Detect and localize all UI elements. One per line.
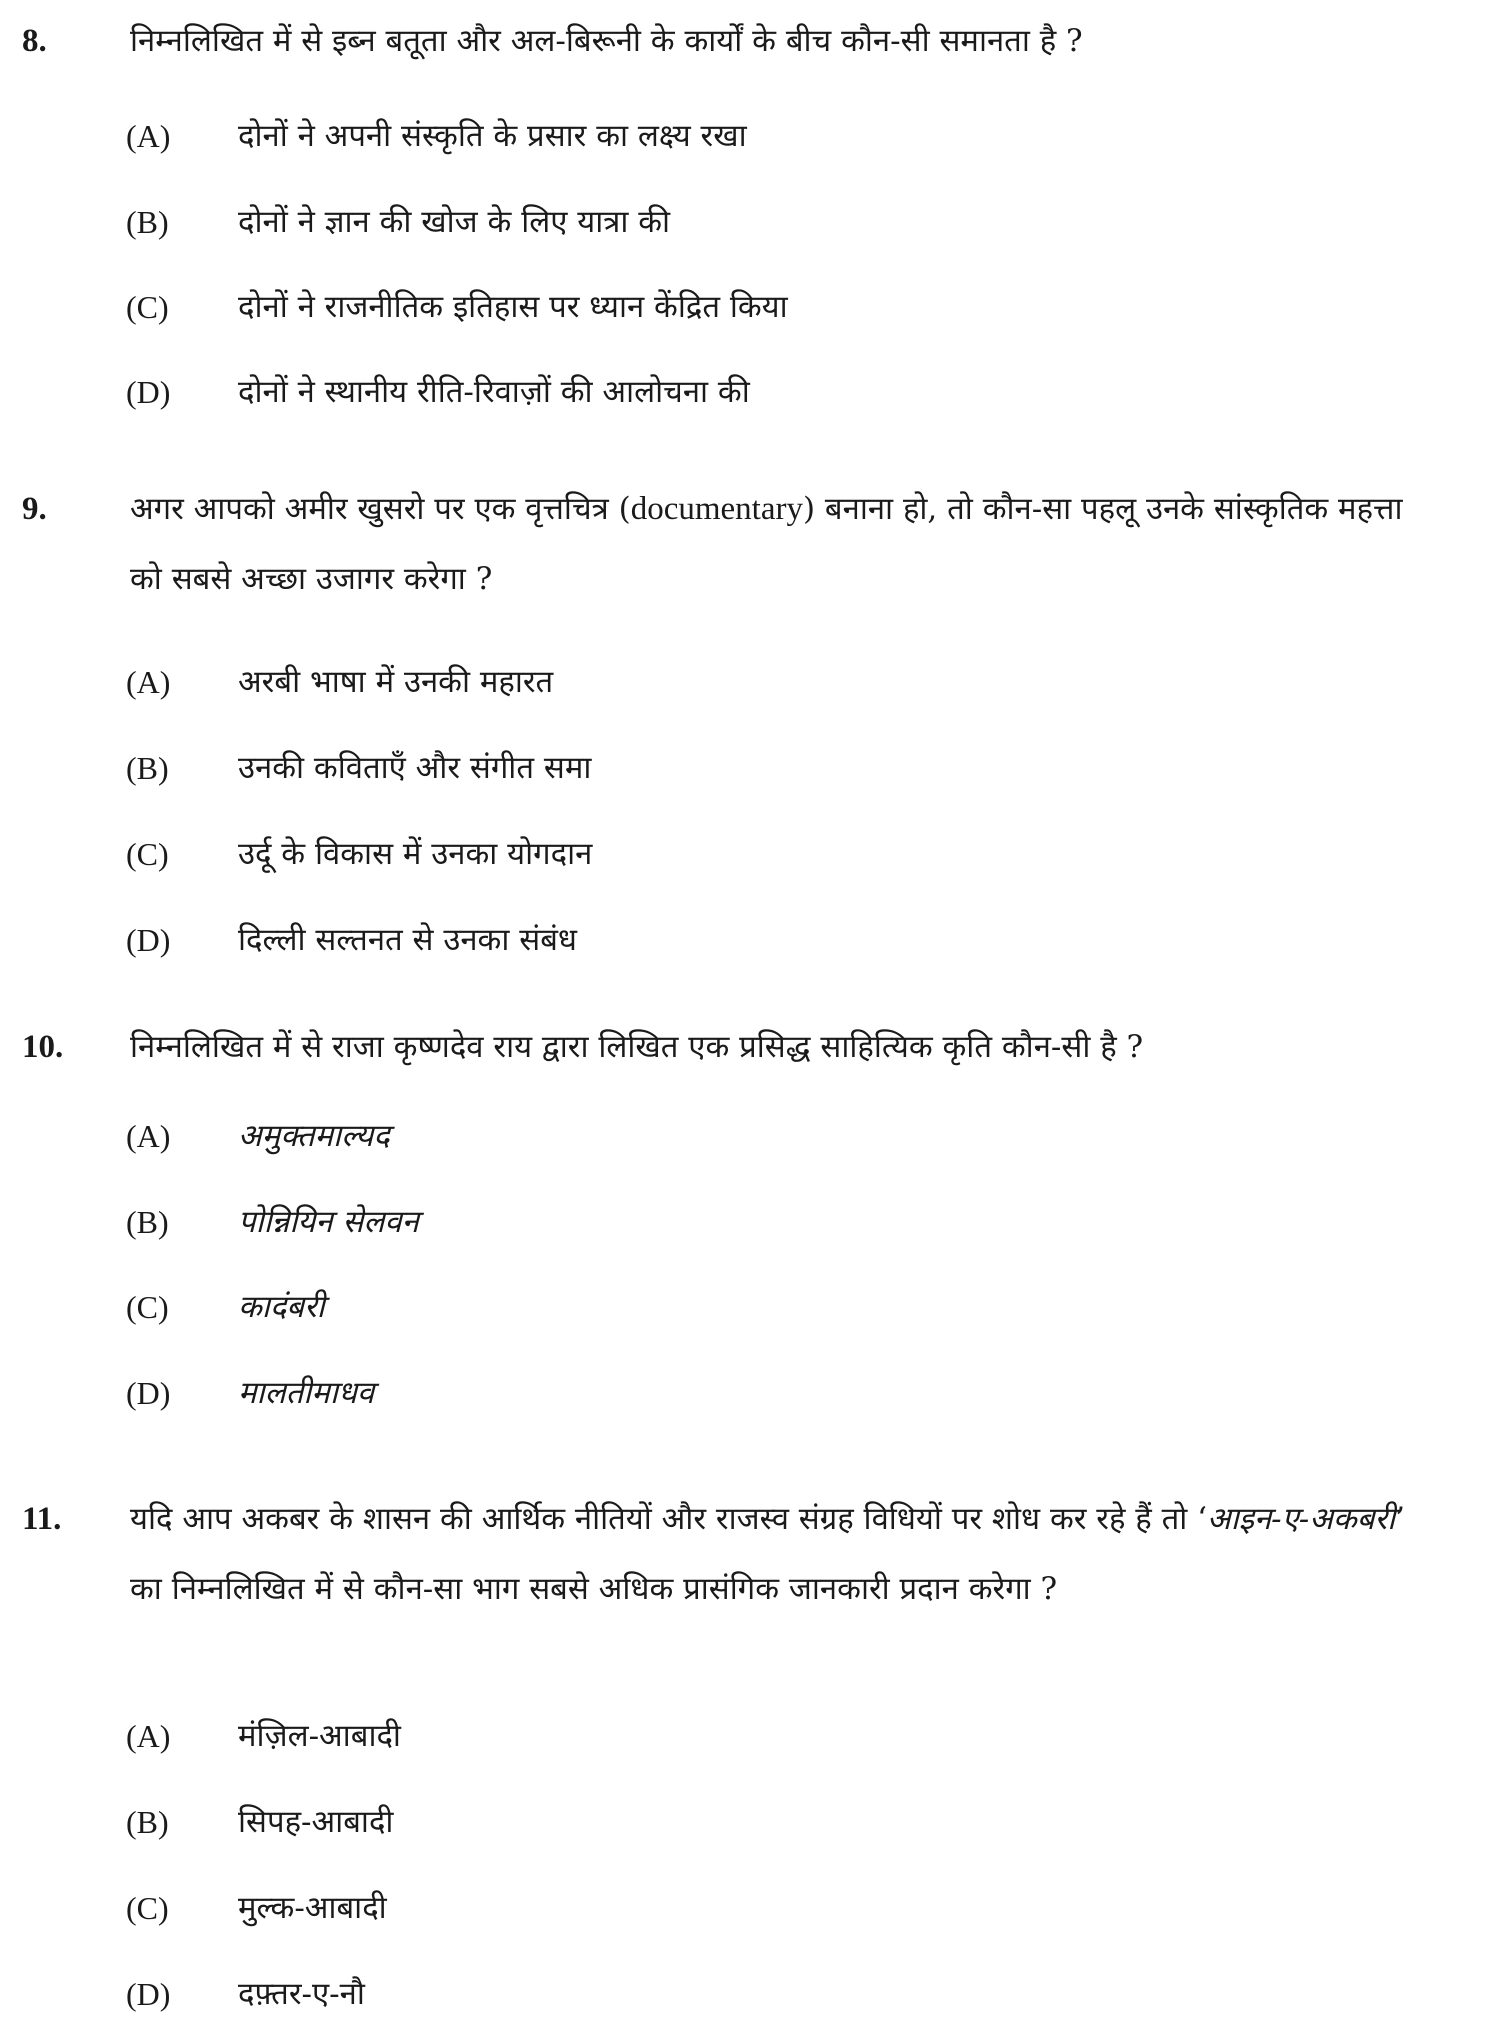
option-text: दफ़्तर-ए-नौ xyxy=(238,1976,365,2012)
option-text: दिल्ली सल्तनत से उनका संबंध xyxy=(238,922,577,958)
question-text-book-title: आइन-ए-अकबरी xyxy=(1207,1501,1396,1537)
option-label: (B) xyxy=(126,1204,169,1240)
option-text: उनकी कविताएँ और संगीत समा xyxy=(238,750,592,786)
option-text: दोनों ने स्थानीय रीति-रिवाज़ों की आलोचना की xyxy=(238,374,750,410)
option-text: अरबी भाषा में उनकी महारत xyxy=(238,664,554,700)
option-label: (A) xyxy=(126,1718,171,1754)
option-text: कादंबरी xyxy=(238,1289,325,1325)
option-text: दोनों ने ज्ञान की खोज के लिए यात्रा की xyxy=(238,204,671,240)
option-label: (A) xyxy=(126,118,171,154)
question-number: 9. xyxy=(22,491,47,527)
option-text: मुल्क-आबादी xyxy=(238,1890,387,1926)
question-text-english-term: documentary xyxy=(630,491,803,527)
option-text: उर्दू के विकास में उनका योगदान xyxy=(238,836,593,872)
option-text: सिपह-आबादी xyxy=(238,1804,394,1840)
question-text-part1: यदि आप अकबर के शासन की आर्थिक नीतियों और राजस्व संग्रह विधियों पर शोध कर रहे हैं तो ‘ xyxy=(130,1501,1208,1537)
option-label: (A) xyxy=(126,664,171,700)
option-label: (D) xyxy=(126,922,171,958)
question-text xyxy=(130,474,1405,614)
option-label: (C) xyxy=(126,289,169,325)
question-number: 10. xyxy=(22,1029,64,1065)
option-label: (D) xyxy=(126,1976,171,2012)
option-label: (B) xyxy=(126,1804,169,1840)
question-text-part2: ’ का निम्नलिखित में से कौन-सा भाग सबसे अधिक प्रासंगिक जानकारी प्रदान करेगा ? xyxy=(130,1501,1405,1607)
option-label: (B) xyxy=(126,204,169,240)
option-text: दोनों ने अपनी संस्कृति के प्रसार का लक्ष्य रखा xyxy=(238,118,747,154)
question-number: 8. xyxy=(22,23,47,59)
option-label: (C) xyxy=(126,1289,169,1325)
option-label: (D) xyxy=(126,1375,171,1411)
question-text xyxy=(130,1484,1405,1624)
option-label: (C) xyxy=(126,1890,169,1926)
option-label: (A) xyxy=(126,1118,171,1154)
option-label: (B) xyxy=(126,750,169,786)
option-text: मालतीमाधव xyxy=(238,1375,375,1411)
option-text: दोनों ने राजनीतिक इतिहास पर ध्यान केंद्रित किया xyxy=(238,289,788,325)
question-number: 11. xyxy=(22,1501,62,1537)
option-label: (D) xyxy=(126,374,171,410)
option-text: पोन्नियिन सेलवन xyxy=(238,1204,419,1240)
question-text-part2: ) बनाना हो, तो कौन-सा पहलू उनके सांस्कृतिक महत्ता को सबसे अच्छा उजागर करेगा ? xyxy=(130,491,1403,597)
question-text: निम्नलिखित में से इब्न बतूता और अल-बिरूनी के कार्यों के बीच कौन-सी समानता है ? xyxy=(130,23,1083,59)
option-text: मंज़िल-आबादी xyxy=(238,1718,401,1754)
question-text-part1: अगर आपको अमीर खुसरो पर एक वृत्तचित्र ( xyxy=(130,491,631,527)
option-text: अमुक्तमाल्यद xyxy=(238,1118,390,1154)
question-text: निम्नलिखित में से राजा कृष्णदेव राय द्वारा लिखित एक प्रसिद्ध साहित्यिक कृति कौन-सी है ? xyxy=(130,1029,1144,1065)
option-label: (C) xyxy=(126,836,169,872)
